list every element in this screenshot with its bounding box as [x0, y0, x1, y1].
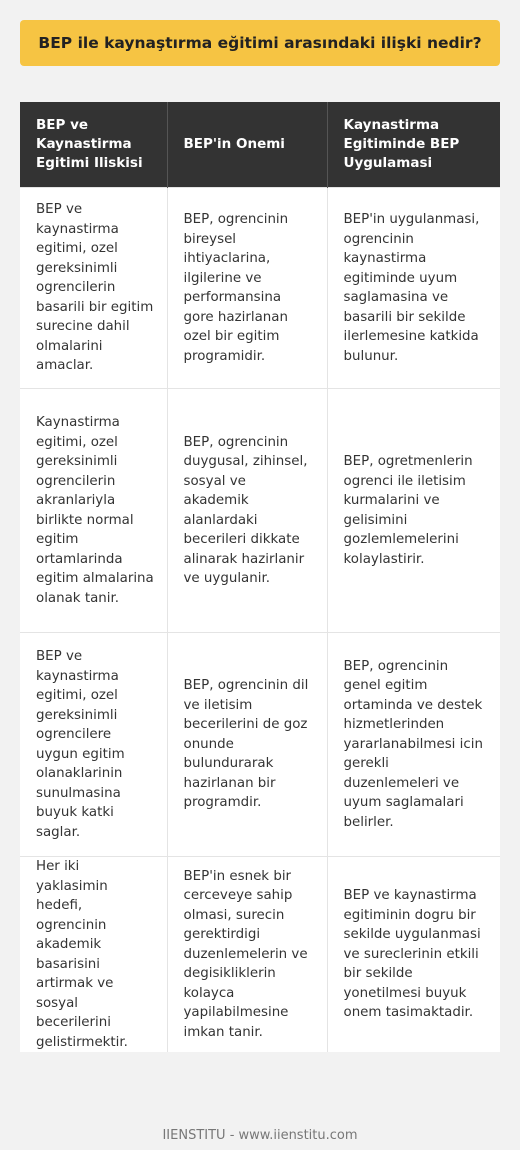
table-cell: Her iki yaklasimin hedefi, ogrencinin akademik basarisini artirmak ve sosyal becerilerini gelistirmektir.	[20, 857, 167, 1053]
table-cell: BEP'in uygulanmasi, ogrencinin kaynastirma egitiminde uyum saglamasina ve basarili bir sekilde ilerlemesine katkida bulunur.	[327, 188, 500, 389]
table-cell: BEP, ogrencinin dil ve iletisim becerilerini de goz onunde bulundurarak hazirlanan bir programdir.	[167, 633, 327, 857]
table-cell: BEP, ogrencinin genel egitim ortaminda ve destek hizmetlerinden yararlanabilmesi icin gerekli duzenlemeleri ve uyum saglamalari belirler.	[327, 633, 500, 857]
table-cell: BEP ve kaynastirma egitimi, ozel gereksinimli ogrencilerin basarili bir egitim surecine dahil olmalarini amaclar.	[20, 188, 167, 389]
column-header-application: Kaynastirma Egitiminde BEP Uygulamasi	[327, 102, 500, 188]
table-row	[20, 389, 500, 633]
table-row	[20, 857, 500, 1053]
table-header-row	[20, 102, 500, 188]
table-cell: BEP, ogretmenlerin ogrenci ile iletisim kurmalarini ve gelisimini gozlemlemelerini kolaylastirir.	[327, 389, 500, 633]
table-cell: BEP, ogrencinin duygusal, zihinsel, sosyal ve akademik alanlardaki becerileri dikkate alinarak hazirlanir ve uygulanir.	[167, 389, 327, 633]
table-cell: BEP'in esnek bir cerceveye sahip olmasi, surecin gerektirdigi duzenlemelerin ve degisikliklerin kolayca yapilabilmesine imkan tanir.	[167, 857, 327, 1053]
comparison-table	[20, 102, 500, 1052]
table-cell: BEP ve kaynastirma egitiminin dogru bir sekilde uygulanmasi ve sureclerinin etkili bir sekilde yonetilmesi buyuk onem tasimaktadir.	[327, 857, 500, 1053]
title-banner	[20, 20, 500, 66]
column-header-importance: BEP'in Onemi	[167, 102, 327, 188]
footer-credit: IIENSTITU - www.iienstitu.com	[162, 1128, 358, 1143]
table-cell: Kaynastirma egitimi, ozel gereksinimli ogrencilerin akranlariyla birlikte normal egitim ortamlarinda egitim almalarina olanak tanir.	[20, 389, 167, 633]
table-row	[20, 633, 500, 857]
page-title: BEP ile kaynaştırma eğitimi arasındaki ilişki nedir?	[38, 34, 482, 52]
column-header-relationship: BEP ve Kaynastirma Egitimi Iliskisi	[20, 102, 167, 188]
table-cell: BEP, ogrencinin bireysel ihtiyaclarina, ilgilerine ve performansina gore hazirlanan ozel bir egitim programidir.	[167, 188, 327, 389]
table-row	[20, 188, 500, 389]
table-cell: BEP ve kaynastirma egitimi, ozel gereksinimli ogrencilere uygun egitim olanaklarinin sunulmasina buyuk katki saglar.	[20, 633, 167, 857]
